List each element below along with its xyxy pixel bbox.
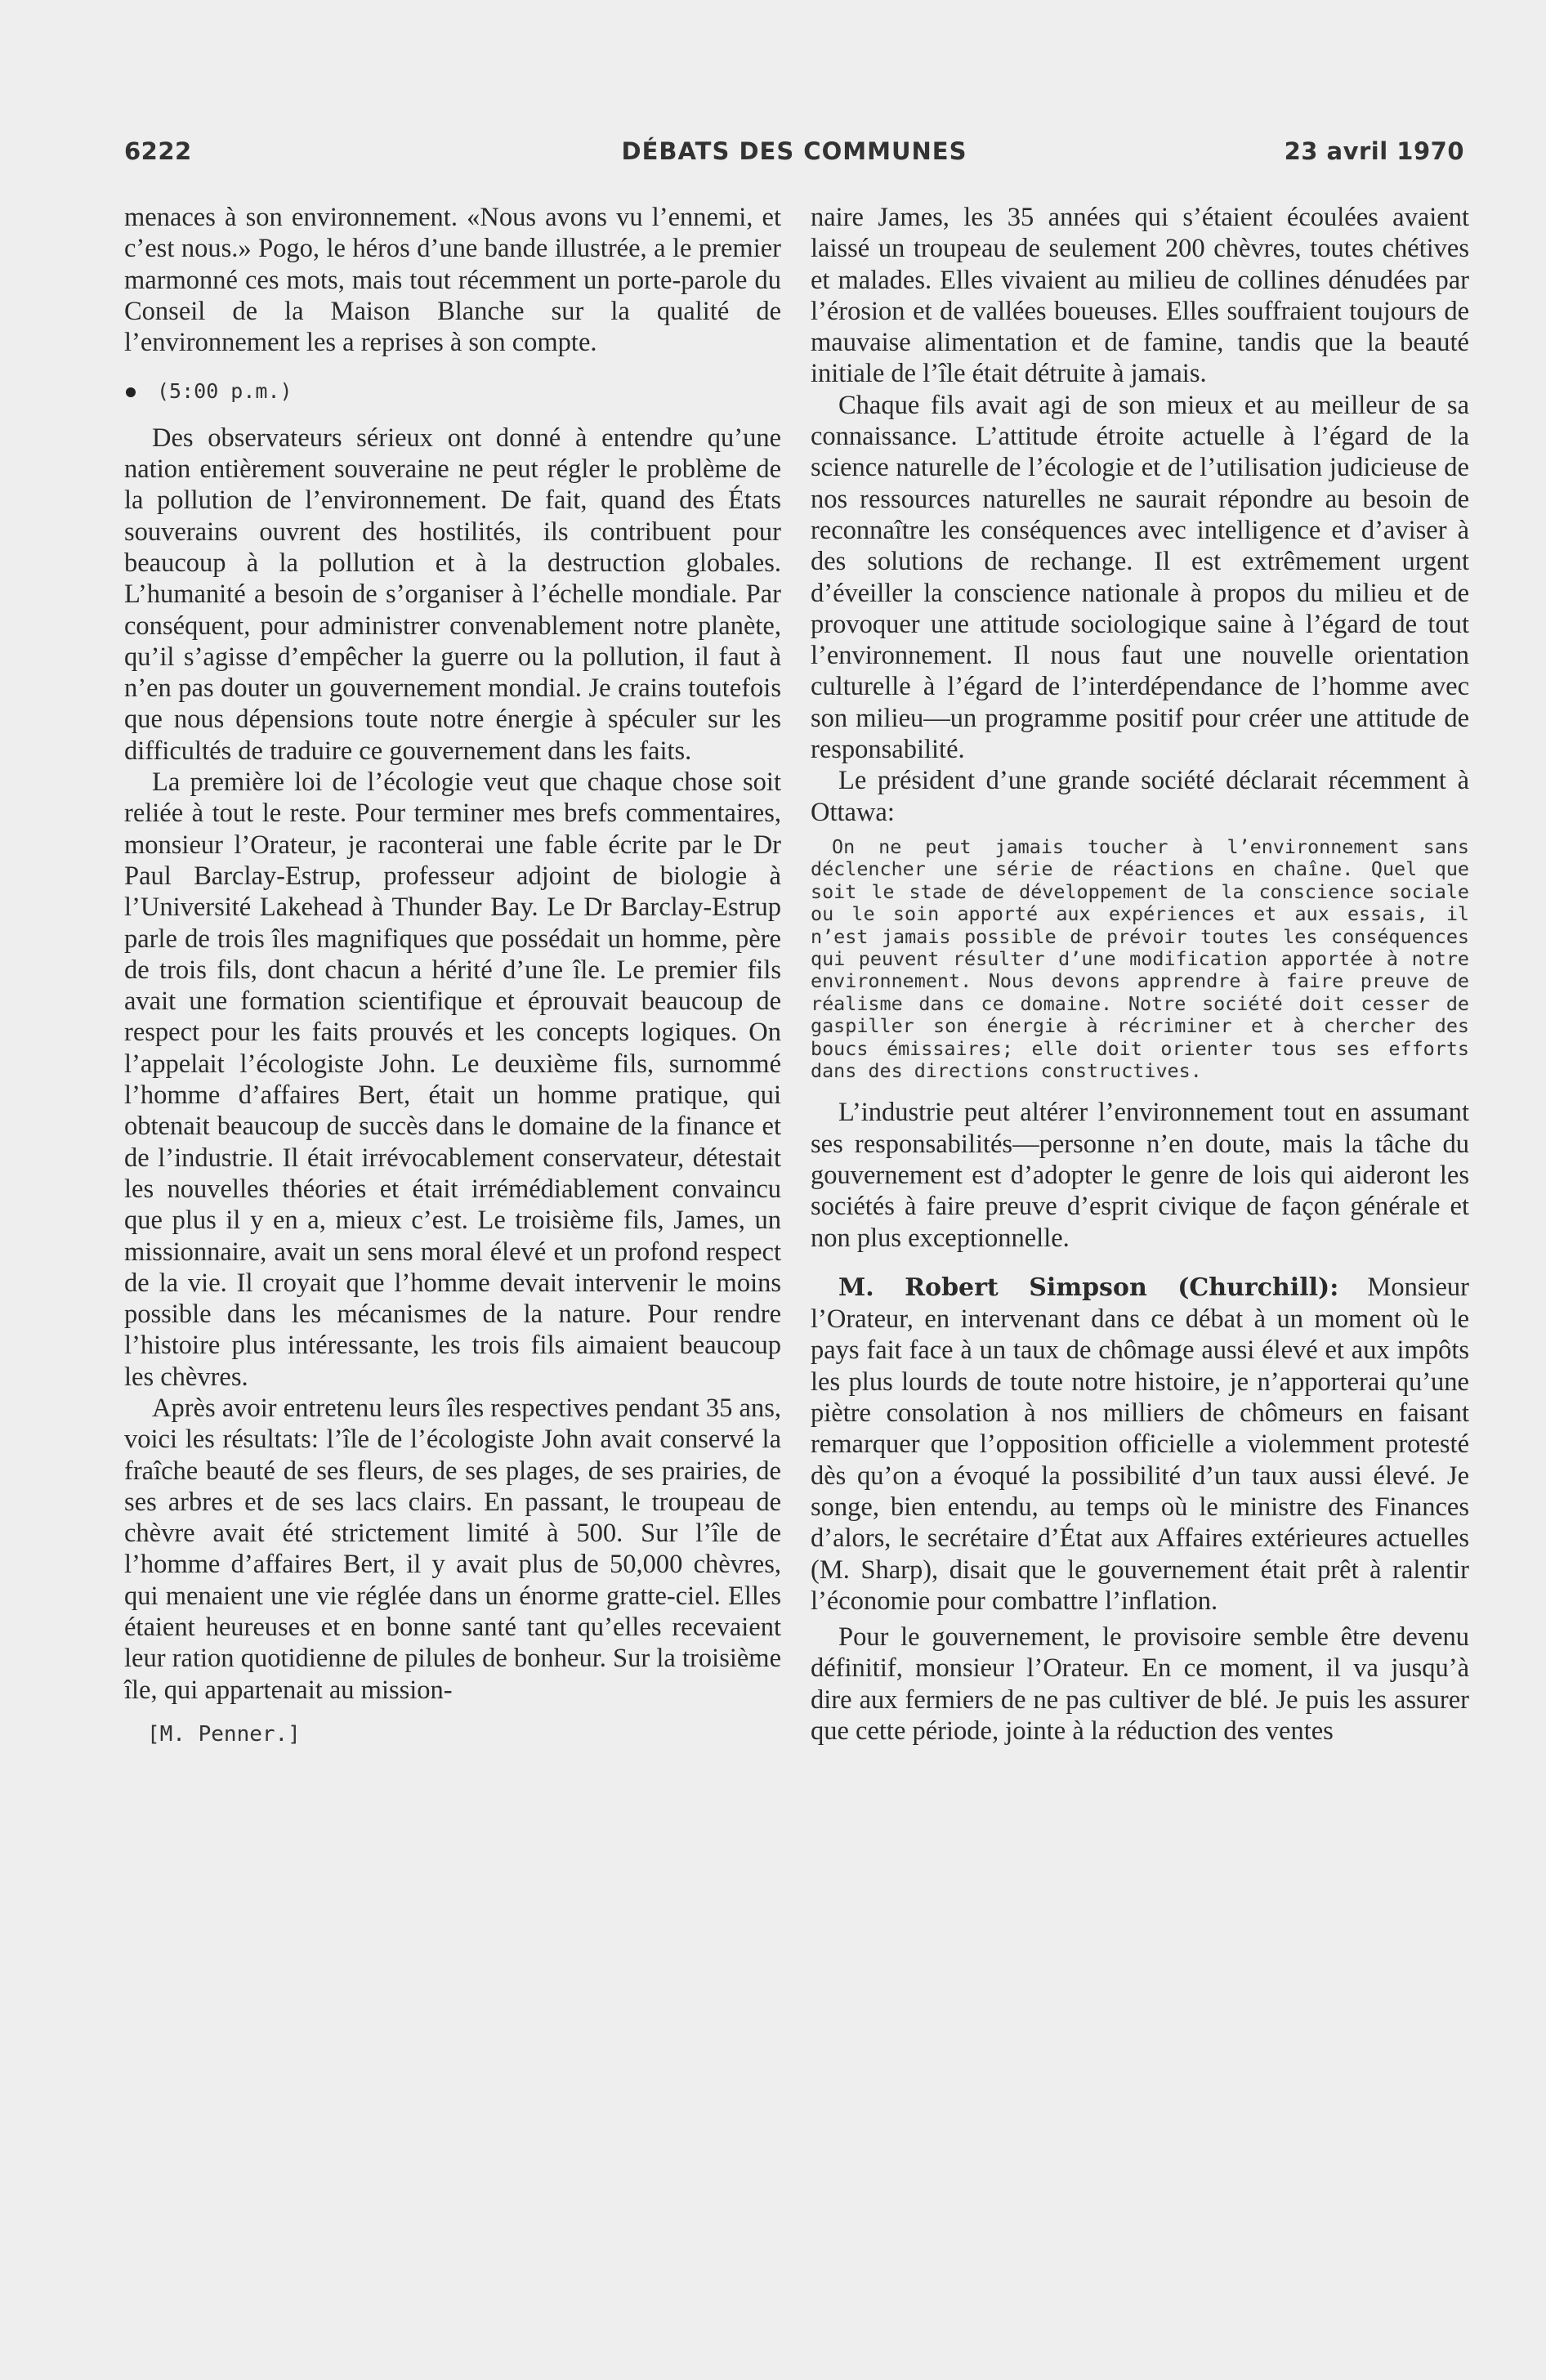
speaker-paragraph <box>811 1272 1469 1617</box>
paragraph: La première loi de l’écologie veut que chaque chose soit reliée à tout le reste. Pour terminer mes brefs commentaires, monsieur l’Orateur, je raconterai une fable écrite par le Dr Paul Barclay-Estrup, professeur adjoint de biologie à l’Université Lakehead à Thunder Bay. Le Dr Barclay-Estrup parle de trois îles magnifiques que possédait un homme, père de trois fils, dont chacun a hérité d’une île. Le premier fils avait une formation scientifique et éprouvait beaucoup de respect pour les faits prouvés et les concepts logiques. On l’appelait l’écologiste John. Le deuxième fils, surnommé l’homme d’affaires Bert, était un homme pratique, qui obtenait beaucoup de succès dans le domaine de la finance et de l’industrie. Il était irrévocablement conservateur, détestait les nouvelles théories et était irrémédiablement convaincu que plus il y en a, mieux c’est. Le troisième fils, James, un missionnaire, avait un sens moral élevé et un profond respect de la vie. Il croyait que l’homme devait intervenir le moins possible dans les mécanismes de la nature. Pour rendre l’histoire plus intéressante, les trois fils aimaient beaucoup les chèvres. <box>124 767 781 1392</box>
speaker-text: Monsieur l’Orateur, en intervenant dans ce débat à un moment où le pays fait face à un taux de chômage aussi élevé et aux impôts les plus lourds de toute notre histoire, je n’apporterai qu’une piètre consolation à nos milliers de chômeurs en faisant remarquer que l’opposition officielle a violemment protesté dès qu’on a évoqué la possibilité d’un taux aussi élevé. Je songe, bien entendu, au temps où le ministre des Finances d’alors, le secrétaire d’État aux Affaires extérieures actuelles (M. Sharp), disait que le gouvernement était prêt à ralentir l’économie pour combattre l’inflation. <box>811 1272 1469 1616</box>
paragraph: naire James, les 35 années qui s’étaient écoulées avaient laissé un troupeau de seulement 200 chèvres, toutes chétives et malades. Elles vivaient au milieu de collines dénudées par l’érosion et de vallées boueuses. Elles souffraient toujours de mauvaise alimentation et de famine, tandis que la beauté initiale de l’île était détruite à jamais. <box>811 203 1469 389</box>
paragraph: Après avoir entretenu leurs îles respectives pendant 35 ans, voici les résultats: l’île de l’écologiste John avait conservé la fraîche beauté de ses fleurs, de ses plages, de ses prairies, de ses arbres et de ses lacs clairs. En passant, le troupeau de chèvre avait été strictement limité à 500. Sur l’île de l’homme d’affaires Bert, il y avait plus de 50,000 chèvres, qui menaient une vie réglée dans un énorme gratte-ciel. Elles étaient heureuses et en bonne santé tant qu’elles recevaient leur ration quotidienne de pilules de bonheur. Sur la troisième île, qui appartenait au mission- <box>124 1393 781 1705</box>
timestamp <box>124 376 781 407</box>
paragraph: Pour le gouvernement, le provisoire semble être devenu définitif, monsieur l’Orateur. En ce moment, il va jusqu’à dire aux fermiers de ne pas cultiver de blé. Je puis les assurer que cette période, jointe à la réduction des ventes <box>811 1622 1469 1747</box>
page-date: 23 avril 1970 <box>1284 137 1464 165</box>
paragraph: L’industrie peut altérer l’environnement tout en assumant ses responsabilités—personne n’en doute, mais la tâche du gouvernement est d’adopter le genre de lois qui aideront les sociétés à faire preuve d’esprit civique de façon générale et non plus exceptionnelle. <box>811 1098 1469 1253</box>
paragraph: menaces à son environnement. «Nous avons vu l’ennemi, et c’est nous.» Pogo, le héros d’une bande illustrée, a le premier marmonné ces mots, mais tout récemment un porte-parole du Conseil de la Maison Blanche sur la qualité de l’environnement les a reprises à son compte. <box>124 203 781 358</box>
quote-text: On ne peut jamais toucher à l’environnement sans déclencher une série de réactions en chaîne. Quel que soit le stade de développement de la conscience sociale ou le soin apporté aux expériences et aux essais, il n’est jamais possible de prévoir toutes les conséquences qui peuvent résulter d’une modification apportée à notre environnement. Nous devons apprendre à faire preuve de réalisme dans ce domaine. Notre société doit cesser de gaspiller son énergie à récriminer et à chercher des boucs émissaires; elle doit orienter tous ses efforts dans des directions constructives. <box>811 834 1469 1082</box>
block-quote <box>811 836 1469 1082</box>
left-column <box>124 202 781 1750</box>
paragraph: Le président d’une grande société déclarait récemment à Ottawa: <box>811 766 1469 827</box>
page-title: DÉBATS DES COMMUNES <box>621 137 967 165</box>
speaker-name: M. Robert Simpson (Churchill): <box>838 1273 1339 1302</box>
page-number: 6222 <box>124 137 192 165</box>
speaker-note: [M. Penner.] <box>147 1721 301 1747</box>
paragraph: Chaque fils avait agi de son mieux et au meilleur de sa connaissance. L’attitude étroite actuelle à l’égard de la science naturelle de l’écologie et de l’utilisation judicieuse de nos ressources naturelles ne saurait répondre au besoin de reconnaître les conséquences avec intelligence et d’aviser à des solutions de rechange. Il est extrêmement urgent d’éveiller la conscience nationale à propos du milieu et de provoquer une attitude sociologique saine à l’égard de tout l’environnement. Il nous faut une nouvelle orientation culturelle à l’égard de l’interdépendance de l’homme avec son milieu—un programme positif pour créer une attitude de responsabilité. <box>811 390 1469 765</box>
timestamp-text: (5:00 p.m.) <box>157 379 293 404</box>
paragraph: Des observateurs sérieux ont donné à entendre qu’une nation entièrement souveraine ne peut régler le problème de la pollution de l’environnement. De fait, quand des États souverains ouvrent des hostilités, ils contribuent pour beaucoup à la pollution et à la destruction globales. L’humanité a besoin de s’organiser à l’échelle mondiale. Par conséquent, pour administrer convenablement notre planète, qu’il s’agisse d’empêcher la guerre ou la pollution, il faut à n’en pas douter un gouvernement mondial. Je crains toutefois que nous dépensions toute notre énergie à spéculer sur les difficultés de traduire ce gouvernement dans les faits. <box>124 423 781 766</box>
page-header <box>124 137 1464 173</box>
bullet-icon <box>126 387 136 397</box>
right-column <box>811 202 1469 1747</box>
